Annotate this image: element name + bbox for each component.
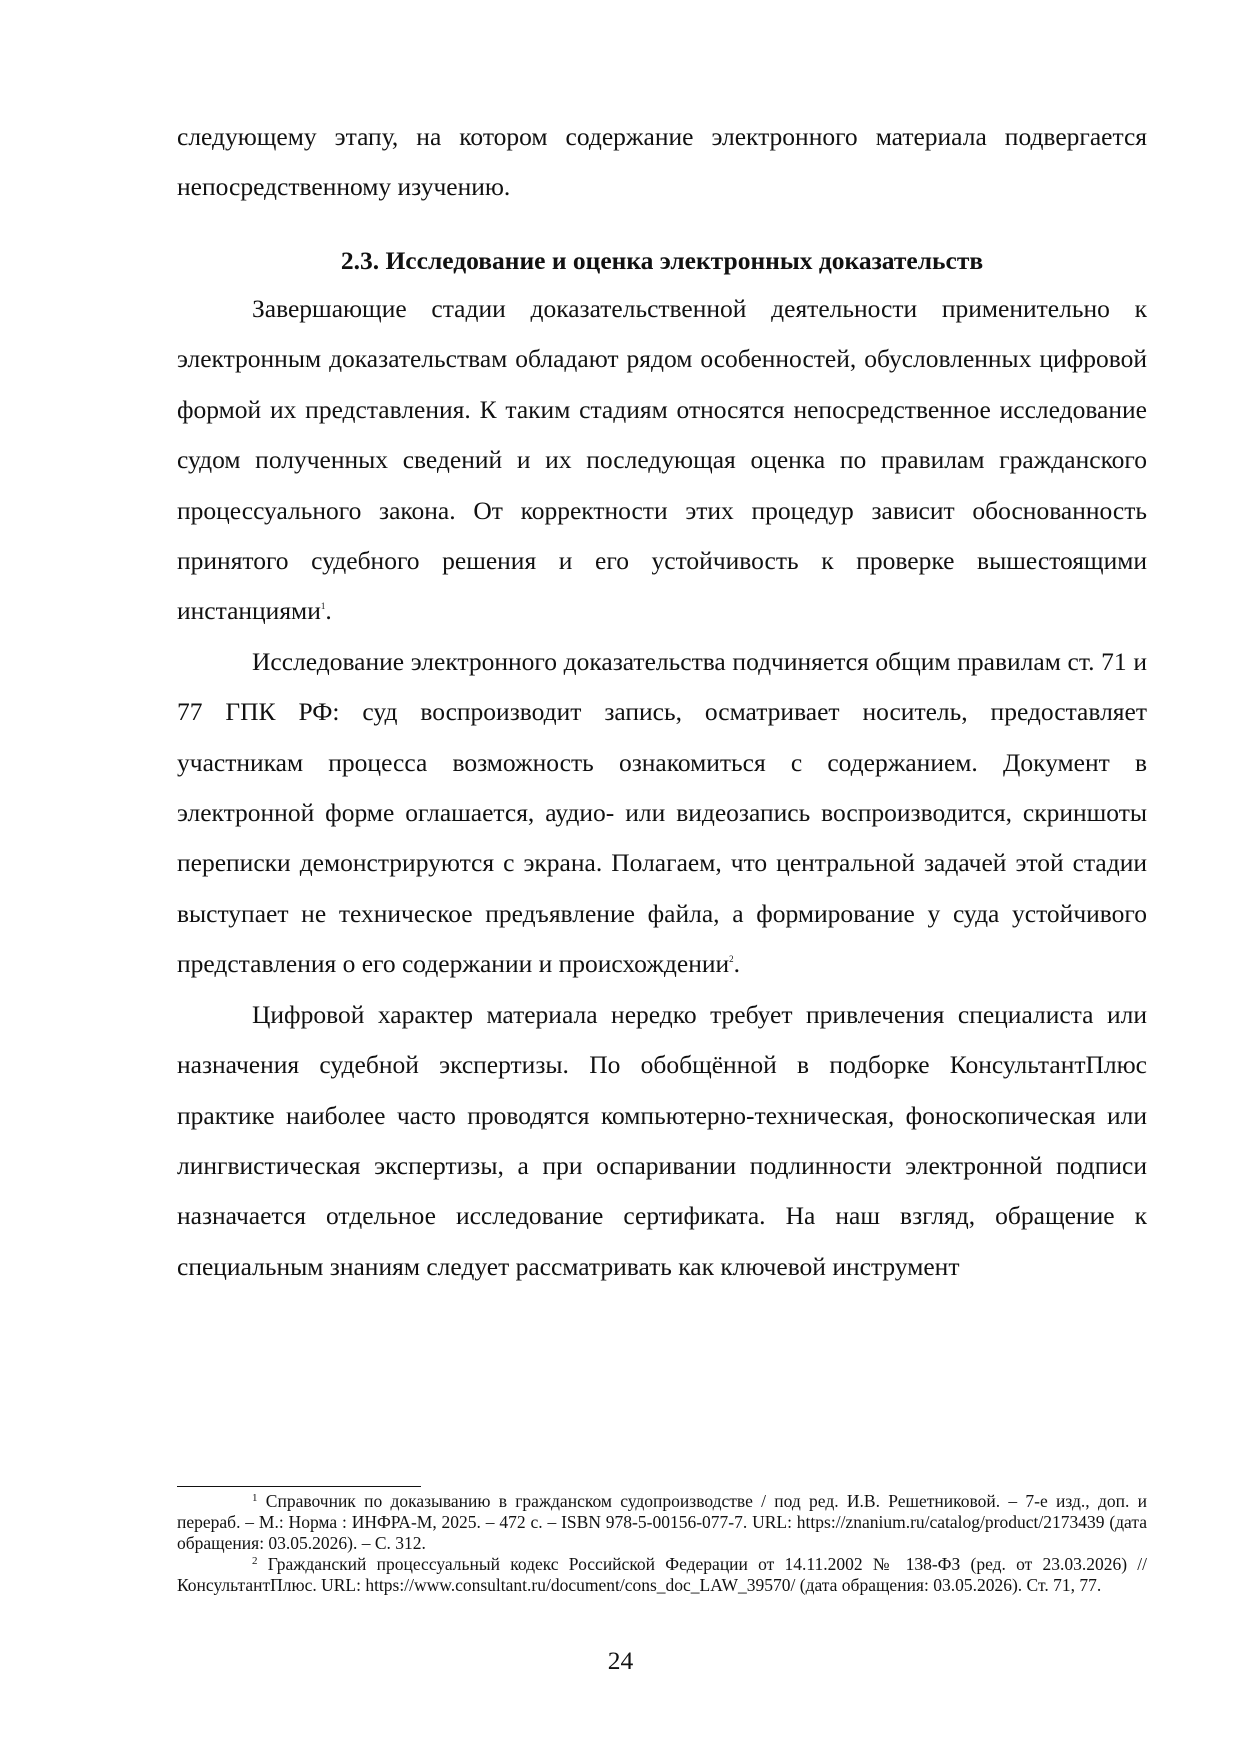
footnote <box>177 1491 1147 1554</box>
footnote-reference[interactable]: 1 <box>320 601 326 612</box>
footnote-number: 1 <box>252 1492 258 1504</box>
footnote-text: Гражданский процессуальный кодекс Российской Федерации от 14.11.2002 № 138-ФЗ (ред. от 23.03.2026) // КонсультантПлюс. URL: https://www.consultant.ru/document/cons_doc_LAW_39570/ (дата обращения: 03.05.2026). Ст. 71, 77. <box>177 1554 1148 1595</box>
paragraph-text: Исследование электронного доказательства подчиняется общим правилам ст. 71 и 77 ГПК РФ: суд воспроизводит запись, осматривает носитель, предоставляет участникам процесса возможность ознакомиться с содержанием. Документ в электронной форме оглашается, аудио- или видеозапись воспроизводится, скриншоты переписки демонстрируются с экрана. Полагаем, что центральной задачей этой стадии выступает не техническое предъявление файла, а формирование у суда устойчивого представления о его содержании и происхождении <box>177 646 1147 979</box>
footnote-separator <box>177 1486 421 1487</box>
paragraph <box>177 637 1147 990</box>
paragraph-text: Цифровой характер материала нередко требует привлечения специалиста или назначения судебной экспертизы. По обобщённой в подборке КонсультантПлюс практике наиболее часто проводятся компьютерно-техническая, фоноскопическая или лингвистическая экспертизы, а при оспаривании подлинности электронной подписи назначается отдельное исследование сертификата. На наш взгляд, обращение к специальным знаниям следует рассматривать как ключевой инструмент <box>177 999 1147 1281</box>
footnote-number: 2 <box>252 1555 258 1567</box>
paragraph-text: следующему этапу, на котором содержание электронного материала подвергается непосредственному изучению. <box>177 122 1147 202</box>
footnote-reference[interactable]: 2 <box>729 954 734 965</box>
footnotes <box>177 1491 1147 1596</box>
paragraph-tail: . <box>325 596 332 626</box>
section-heading: 2.3. Исследование и оценка электронных доказательств <box>340 246 984 275</box>
footnote <box>177 1554 1147 1596</box>
page-number: 24 <box>607 1646 634 1675</box>
paragraph-tail: . <box>733 949 741 979</box>
footnote-text: Справочник по доказыванию в гражданском судопроизводстве / под ред. И.В. Решетниковой. – 7-е изд., доп. и перераб. – М.: Норма : ИНФРА-М, 2025. – 472 с. – ISBN 978-5-00156-077-7. URL: https://znanium.ru/catalog/product/2173439 (дата обращения: 03.05.2026). – С. 312. <box>177 1491 1147 1553</box>
main-paragraphs <box>177 284 1147 1292</box>
paragraph-text: Завершающие стадии доказательственной деятельности применительно к электронным доказательствам обладают рядом особенностей, обусловленных цифровой формой их представления. К таким стадиям относятся непосредственное исследование судом полученных сведений и их последующая оценка по правилам гражданского процессуального закона. От корректности этих процедур зависит обоснованность принятого судебного решения и его устойчивость к проверке вышестоящими инстанциями <box>177 294 1147 626</box>
paragraph <box>177 284 1147 637</box>
paragraph <box>177 990 1147 1292</box>
continuation-paragraph <box>177 112 1147 213</box>
